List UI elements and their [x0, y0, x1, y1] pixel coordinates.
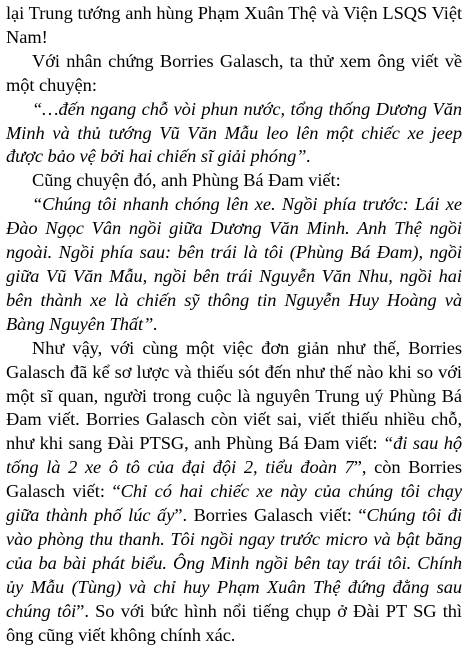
paragraph-continuation	[6, 2, 462, 50]
quote-dam	[6, 193, 462, 336]
paragraph-intro-dam	[6, 169, 462, 193]
text-segment: Với nhân chứng Borries Galasch, ta thử xem ông viết về một chuyện:	[6, 50, 462, 95]
text-segment-italic: “đi sau hộ tống là 2 xe ô tô của đại đội 2, tiểu đoàn 7	[6, 433, 463, 478]
paragraph-comparison	[6, 337, 462, 647]
text-segment: “Chúng tôi nhanh chóng lên xe. Ngồi phía trước: Lái xe Đào Ngọc Vân ngồi giữa Dương Văn Minh. Anh Thệ ngồi ngoài. Ngồi phía sau: bên trái là tôi (Phùng Bá Đam), ngồi giữa Vũ Văn Mẫu, ngồi bên trái Nguyễn Văn Nhu, ngồi hai bên thành xe là chiến sỹ thông tin Nguyễn Huy Hoàng và Bàng Nguyên Thất”.	[6, 194, 462, 334]
text-segment: ”. So với bức hình nổi tiếng chụp ở Đài PT SG thì ông cũng viết không chính xác.	[6, 600, 462, 645]
text-segment: ”, còn Borries Galasch viết: “	[6, 457, 462, 502]
text-segment: “…đến ngang chỗ vòi phun nước, tổng thống Dương Văn Minh và thủ tướng Vũ Văn Mẫu leo lên một chiếc xe jeep được bảo vệ bởi hai chiến sĩ giải phóng”.	[6, 98, 462, 167]
text-segment: Cũng chuyện đó, anh Phùng Bá Đam viết:	[32, 170, 341, 191]
text-segment-italic: Chỉ có hai chiếc xe này của chúng tôi chạy giữa thành phố lúc ấy	[6, 481, 462, 526]
text-segment: ”. Borries Galasch viết: “	[174, 505, 367, 526]
quote-galasch	[6, 98, 462, 170]
text-segment: lại Trung tướng anh hùng Phạm Xuân Thệ và Viện LSQS Việt Nam!	[6, 3, 462, 47]
text-segment: Như vậy, với cùng một việc đơn giản như thế, Borries Galasch đã kể sơ lược và thiếu sót đến như thế nào khi so với một sĩ quan, người trong cuộc là nguyên Trung uý Phùng Bá Đam viết. Borries Galasch còn viết sai, viết thiếu nhiều chỗ, như khi sang Đài PTSG, anh Phùng Bá Đam viết:	[6, 337, 462, 454]
paragraph-intro-galasch	[6, 50, 462, 98]
text-segment-italic: Chúng tôi đi vào phòng thu thanh. Tôi ngồi ngay trước micro và bật băng của ba bài phát biểu. Ông Minh ngồi bên tay trái tôi. Chính ủy Mẫu (Tùng) và chỉ huy Phạm Xuân Thệ đứng đằng sau chúng tôi	[6, 505, 462, 621]
